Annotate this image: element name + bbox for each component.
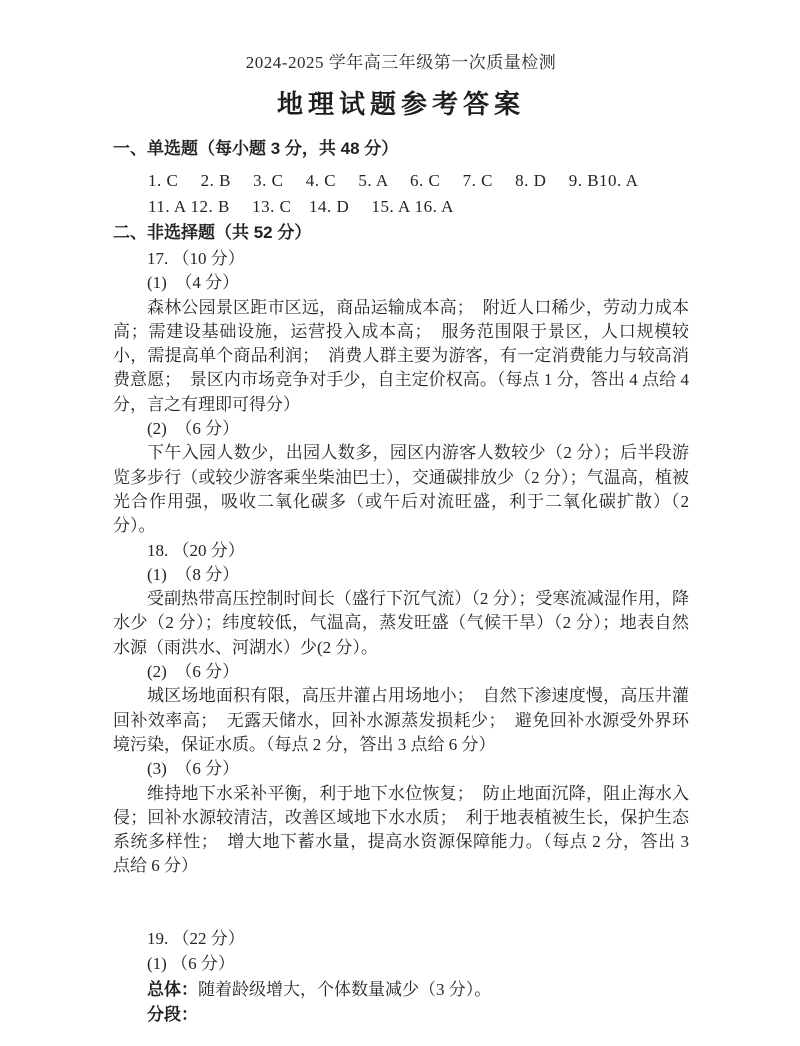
answers-row-2: 11. A 12. B 13. C 14. D 15. A 16. A — [148, 196, 454, 216]
question-18-part-1-label: (1) （8 分） — [147, 564, 240, 584]
question-19-segment-label: 分段： — [147, 1005, 198, 1025]
exam-session-title: 2024-2025 学年高三年级第一次质量检测 — [245, 53, 557, 72]
question-17-part-1-label: (1) （4 分） — [147, 273, 240, 293]
question-19-overall-label: 总体： — [147, 979, 198, 999]
answer-key-title: 地理试题参考答案 — [276, 90, 525, 119]
answers-row-1: 1. C 2. B 3. C 4. C 5. A 6. C 7. C 8. D 9. B10. A — [148, 171, 639, 190]
question-19-block — [113, 926, 689, 1028]
question-18-part-2-label: (2) （6 分） — [147, 662, 240, 682]
question-19-segment-line — [113, 1002, 689, 1028]
free-response-body — [113, 247, 689, 879]
question-18-part-1-answer: 受副热带高压控制时间长（盛行下沉气流）（2 分）；受寒流减湿作用，降水少（2 分）；纬度较低，气温高，蒸发旺盛（气候干旱）（2 分）；地表自然水源（雨洪水、河湖水）少(2 分）。 — [113, 589, 689, 657]
section-free-response-heading: 二、非选择题（共 52 分） — [113, 223, 312, 242]
question-17-part-1-answer: 森林公园景区距市区远，商品运输成本高； 附近人口稀少，劳动力成本高；需建设基础设施，运营投入成本高； 服务范围限于景区，人口规模较小，需提高单个商品利润； 消费人群主要为游客，有一定消费能力与较高消费意愿； 景区内市场竞争对手少，自主定价权高。（每点 1 分，答出 4 点给 4 分，言之有理即可得分） — [113, 297, 689, 414]
multiple-choice-answers — [113, 168, 689, 219]
question-18-part-3-label: (3) （6 分） — [147, 759, 240, 779]
question-18-part-2-answer: 城区场地面积有限，高压井灌占用场地小； 自然下渗速度慢，高压井灌回补效率高； 无露天储水，回补水源蒸发损耗少； 避免回补水源受外界环境污染，保证水质。（每点 2 分，答出 3 点给 6 分） — [113, 686, 689, 754]
question-18-part-3-answer: 维持地下水采补平衡，利于地下水位恢复； 防止地面沉降，阻止海水入侵；回补水源较清洁，改善区域地下水水质； 利于地表植被生长，保护生态系统多样性； 增大地下蓄水量，提高水资源保障能力。（每点 2 分，答出 3 点给 6 分） — [113, 783, 689, 876]
question-18-number: 18. （20 分） — [147, 540, 245, 560]
question-19-overall-text: 随着龄级增大，个体数量减少（3 分）。 — [198, 979, 492, 999]
section-multiple-choice-heading: 一、单选题（每小题 3 分，共 48 分） — [113, 139, 399, 158]
question-19-number: 19. （22 分） — [147, 928, 245, 948]
question-19-overall-line — [113, 977, 689, 1003]
question-17-number: 17. （10 分） — [147, 249, 245, 268]
question-19-part-1-label: (1) （6 分） — [147, 954, 235, 974]
question-17-part-2-label: (2) （6 分） — [147, 419, 240, 439]
question-17-part-2-answer: 下午入园人数少，出园人数多，园区内游客人数较少（2 分）；后半段游览多步行（或较少游客乘坐柴油巴士），交通碳排放少（2 分）；气温高，植被光合作用强，吸收二氧化碳多（或午后对流旺盛，利于二氧化碳扩散）（2 分）。 — [113, 443, 689, 536]
